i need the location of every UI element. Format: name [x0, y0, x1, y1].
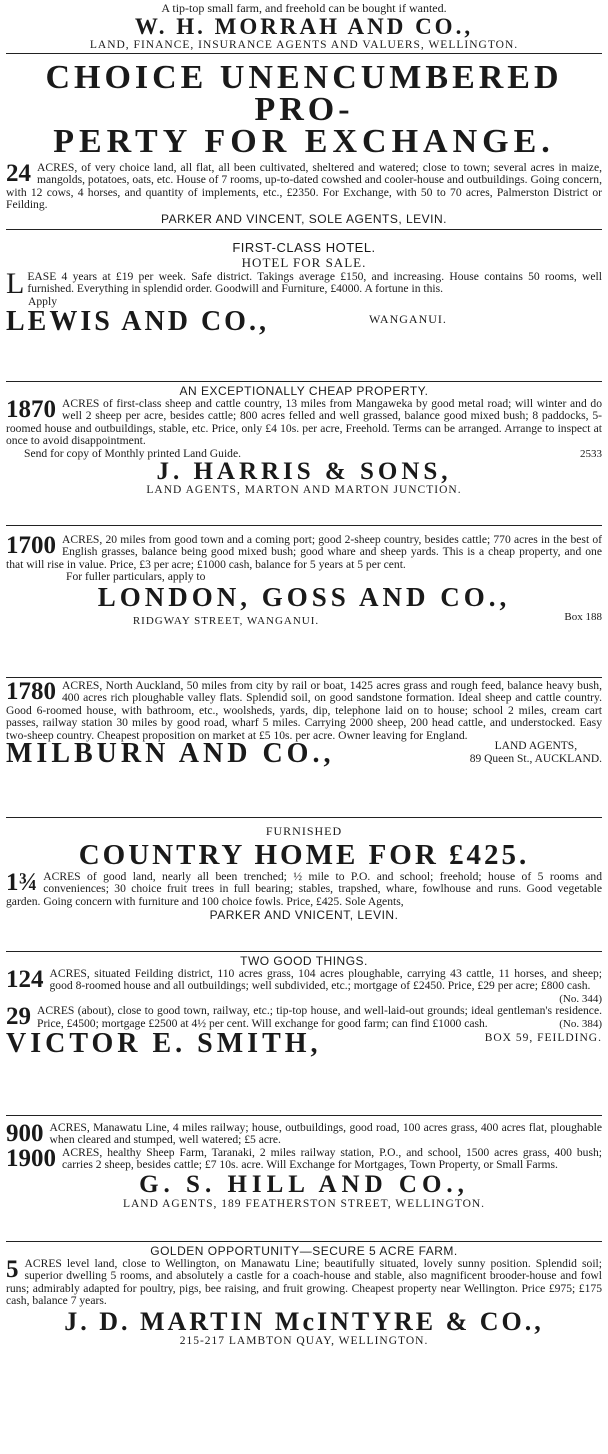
- hotel-ad: [6, 230, 602, 382]
- milburn-body: ACRES, North Auckland, 50 miles from city by rail or boat, 1425 acres grass and rough feed, balance heavy bush, 400 acres rich ploughable valley flats. Splendid soil, on good sandstone formation. Ideal sheep and cattle country. Good 6-roomed house, with bathroom, etc., woolsheds, yards, dip, telephone laid on to house; school 2 miles, cream cart passes, railway station 30 miles by good road, wharf 5 miles. Carrying 2000 sheep, 200 head cattle, and understocked. Easy two-sheep country. Cheapest proposition on market at £5 10s. per acre. Owner leaving for England.: [6, 679, 602, 742]
- hill-body2: ACRES, healthy Sheep Farm, Taranaki, 2 miles railway station, P.O., and school, 1500 acres grass, 400 bush; carries 2 sheep, besides cattle; £7 10s. acre. Will Exchange for Mortgages, Town Property, or Small Farms.: [62, 1145, 602, 1172]
- london-box: Box 188: [564, 610, 602, 623]
- country-body: ACRES of good land, nearly all been trenched; ½ mile to P.O. and school; freehold; house of 5 rooms and conveniences; 30 choice fruit trees in full bearing; stables, trapshed, whare, fowlhouse and runs. Good vegetable garden. Going concern with furniture and 100 choice fowls. Price, £425. Sole Agents,: [6, 870, 602, 908]
- hill-agent: G. S. HILL AND CO.,: [139, 1170, 469, 1198]
- milburn-sub1: LAND AGENTS,: [494, 740, 578, 753]
- country-lead: 1¾: [6, 869, 38, 896]
- hotel-body: LEASE 4 years at £19 per week. Safe district. Takings average £150, and increasing. House contains 50 rooms, well furnished. Everything in splendid order. Goodwill and Furniture, £4000. A fortune in this.: [6, 267, 602, 300]
- choice-lead: 24: [6, 160, 31, 187]
- hotel-head1: FIRST-CLASS HOTEL.: [232, 240, 376, 255]
- milburn-lead: 1780: [6, 678, 56, 705]
- london-lead: 1700: [6, 532, 56, 559]
- country-ad: [6, 818, 602, 952]
- two-body1-para: [6, 968, 602, 1005]
- hotel-apply: Apply: [28, 294, 57, 308]
- london-body-para: [6, 534, 602, 571]
- hotel-head2: HOTEL FOR SALE.: [241, 255, 367, 270]
- cheap-send: Send for copy of Monthly printed Land Guide.: [24, 446, 242, 460]
- country-agents: PARKER AND VNICENT, LEVIN.: [209, 908, 399, 923]
- hotel-place: WANGANUI.: [368, 312, 447, 327]
- london-apply: For fuller particulars, apply to: [66, 570, 206, 584]
- choice-agents: PARKER AND VINCENT, SOLE AGENTS, LEVIN.: [160, 211, 448, 226]
- milburn-ad: [6, 678, 602, 818]
- morrah-sub: LAND, FINANCE, INSURANCE AGENTS AND VALUERS, WELLINGTON.: [89, 39, 519, 51]
- hill-lead2: 1900: [6, 1144, 56, 1172]
- two-no2: (No. 384): [559, 1017, 602, 1030]
- london-agent: LONDON, GOSS AND CO.,: [97, 581, 511, 612]
- country-head1: FURNISHED: [265, 824, 343, 838]
- choice-body-para: [6, 162, 602, 212]
- two-ad: [6, 952, 602, 1116]
- golden-body-para: [6, 1258, 602, 1308]
- golden-agent: J. D. MARTIN McINTYRE & CO.,: [64, 1306, 544, 1336]
- choice-body: ACRES, of very choice land, all flat, all been cultivated, sheltered and watered; close to town; several acres in maize, mangolds, potatoes, oats, etc. House of 7 rooms, up-to-dated cowshed and cooler-house and outbuildings. Going concern, with 12 cows, 4 horses, and quantity of implements, etc., £2350. For Exchange, with 50 to 70 acres, Palmerston District or Feilding.: [6, 161, 602, 212]
- golden-body: ACRES level land, close to Wellington, on Manawatu Line; beautifully situated, lovely sunny position. Splendid soil; superior dwelling 5 rooms, and absolutely a castle for a coach-house and stable, also magnificent brooder-house and fowl runs; admirably adapted for poultry, pigs, bee raising, and fruit growing. Cheapest property near Wellington. Price £975; £175 cash, balance 7 years.: [6, 1257, 602, 1308]
- hill-body1: ACRES, Manawatu Line, 4 miles railway; house, outbuildings, good road, 100 acres grass, 400 acres flat, ploughable when cleared and stumped, well watered; £5 acre.: [49, 1121, 602, 1147]
- morrah-ad: [6, 0, 602, 54]
- hill-lead1: 900: [6, 1120, 44, 1147]
- london-sub: RIDGWAY STREET, WANGANUI.: [132, 614, 320, 627]
- hill-ad: [6, 1116, 602, 1242]
- two-body2: ACRES (about), close to good town, railway, etc.; tip-top house, and well-laid-out grounds; ideal gentleman's residence. Price, £4500; mortgage £2500 at 4½ per cent. Will exchange for good farm; can find £1000 cash.: [37, 1004, 602, 1030]
- london-body: ACRES, 20 miles from good town and a coming port; good 2-sheep country, besides cattle; 770 acres in the best of English grasses, balance being good mixed bush; good whare and sheep yards. This is a cheap property, and one that will rise in value. Price, £3 per acre; £1000 cash, balance for 5 years at 5 per cent.: [6, 533, 602, 571]
- golden-head: GOLDEN OPPORTUNITY—SECURE 5 ACRE FARM.: [150, 1244, 458, 1258]
- choice-ad: [6, 54, 602, 230]
- two-lead2: 29: [6, 1003, 31, 1031]
- two-agent: VICTOR E. SMITH,: [6, 1028, 322, 1060]
- milburn-sub-block: [470, 740, 602, 766]
- milburn-body-para: [6, 680, 602, 742]
- two-lead1: 124: [6, 966, 44, 993]
- morrah-agent: W. H. MORRAH AND CO.,: [134, 14, 474, 39]
- cheap-head: AN EXCEPTIONALLY CHEAP PROPERTY.: [179, 384, 429, 398]
- choice-head1: CHOICE UNENCUMBERED PRO-: [45, 59, 563, 128]
- london-ad: [6, 526, 602, 678]
- cheap-ad: [6, 382, 602, 526]
- hill-sub: LAND AGENTS, 189 FEATHERSTON STREET, WELLINGTON.: [122, 1197, 486, 1210]
- hotel-agent: LEWIS AND CO.,: [6, 306, 269, 338]
- golden-lead: 5: [6, 1256, 19, 1283]
- golden-sub: 215-217 LAMBTON QUAY, WELLINGTON.: [179, 1334, 429, 1347]
- cheap-lead: 1870: [6, 396, 56, 423]
- two-box: BOX 59, FEILDING.: [484, 1032, 602, 1045]
- two-head: TWO GOOD THINGS.: [240, 954, 368, 968]
- two-body1: ACRES, situated Feilding district, 110 acres grass, 104 acres ploughable, carrying 43 cattle, 11 horses, and sheep; good 8-roomed house and all outbuildings; well subdivided, etc.; mortgage of £2450. Price, £29 per acre; £800 cash.: [49, 967, 602, 993]
- milburn-agent: MILBURN AND CO.,: [6, 738, 335, 770]
- cheap-sub: LAND AGENTS, MARTON AND MARTON JUNCTION.: [146, 484, 462, 497]
- country-head2: COUNTRY HOME FOR £425.: [78, 839, 530, 871]
- cheap-body-para: [6, 398, 602, 448]
- milburn-sub2: 89 Queen St., AUCKLAND.: [469, 753, 602, 766]
- country-body-para: [6, 871, 602, 908]
- cheap-ref: 2533: [580, 447, 602, 460]
- cheap-agent: J. HARRIS & SONS,: [156, 458, 452, 486]
- hill-body2-para: [6, 1144, 602, 1172]
- golden-ad: [6, 1242, 602, 1372]
- two-no1: (No. 344): [559, 992, 602, 1005]
- two-body2-para: [6, 1005, 602, 1030]
- hill-body1-para: [6, 1122, 602, 1147]
- morrah-intro: A tip-top small farm, and freehold can be bought if wanted.: [161, 1, 447, 15]
- cheap-body: ACRES of first-class sheep and cattle country, 13 miles from Mangaweka by good metal road; will winter and do well 2 sheep per acre, besides cattle; 800 acres felled and well grassed, balance good mixed bush; 8 paddocks, 5-roomed house and outbuildings, stable, etc. Price, only £4 10s. per acre, Freehold. Terms can be arranged. Arrange to inspect at once to avoid disappointment.: [6, 397, 602, 448]
- choice-head2: PERTY FOR EXCHANGE.: [53, 123, 555, 160]
